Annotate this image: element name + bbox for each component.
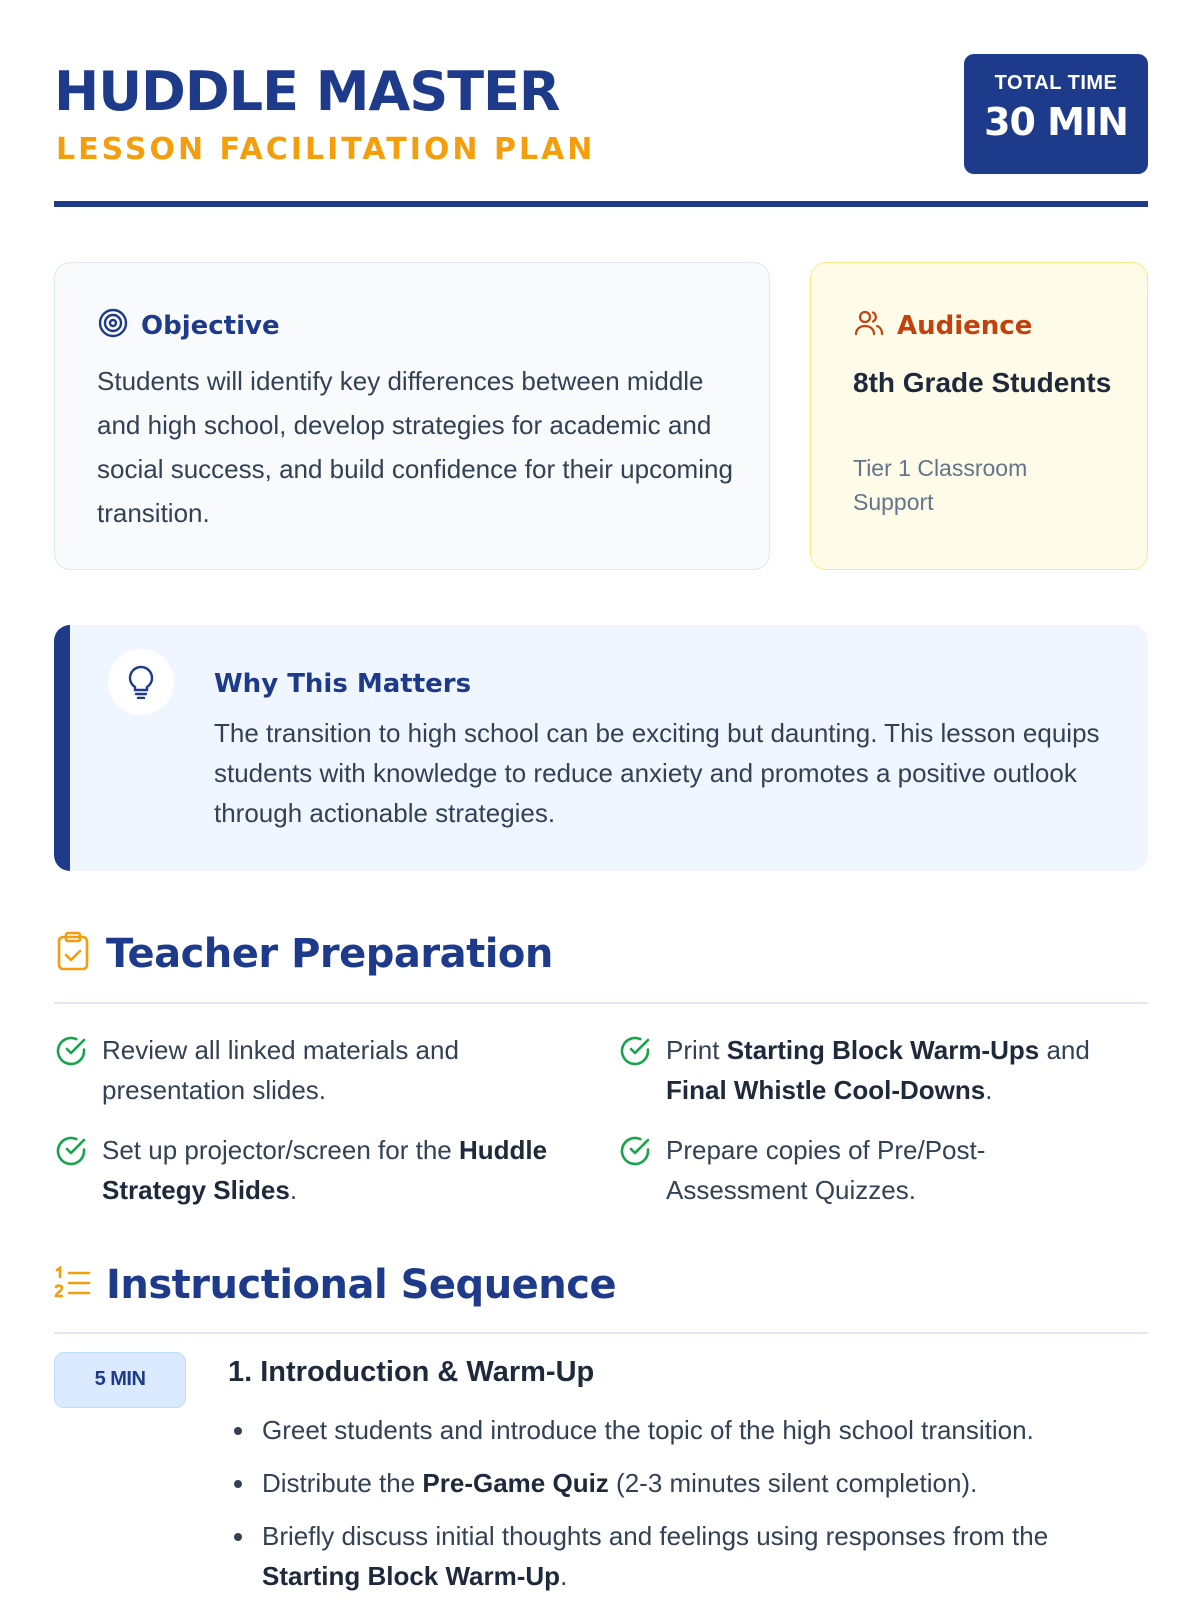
prep-item <box>618 1130 1048 1210</box>
section-divider <box>54 1332 1148 1334</box>
lightbulb-icon <box>108 649 174 715</box>
audience-group: 8th Grade Students <box>853 367 1112 398</box>
instructional-sequence-heading: Instructional Sequence <box>106 1262 617 1308</box>
audience-card <box>810 262 1148 570</box>
numbered-list-icon <box>54 1265 92 1306</box>
total-time-badge <box>964 54 1148 174</box>
target-icon <box>97 307 129 344</box>
prep-item-text: Prepare copies of Pre/Post-Assessment Quizzes. <box>666 1135 986 1205</box>
objective-text: Students will identify key differences between middle and high school, develop strategies for academic and social success, and build confidence for their upcoming transition. <box>97 366 733 528</box>
audience-support: Tier 1 Classroom Support <box>853 455 1028 515</box>
teacher-preparation-header <box>54 930 1148 977</box>
instructional-sequence-header <box>54 1262 1148 1308</box>
page-title: HUDDLE MASTER <box>54 60 560 123</box>
section-divider <box>54 1002 1148 1004</box>
step-title: 1. Introduction & Warm-Up <box>228 1356 595 1388</box>
prep-item-text: Set up projector/screen for the Huddle Strategy Slides. <box>102 1135 548 1205</box>
step-duration-badge: 5 MIN <box>54 1352 186 1408</box>
teacher-preparation-section <box>54 930 1148 977</box>
clipboard-check-icon <box>54 930 92 977</box>
audience-header <box>853 307 1032 344</box>
total-time-label: TOTAL TIME <box>994 72 1118 94</box>
page-subtitle: LESSON FACILITATION PLAN <box>56 132 596 167</box>
total-time-value: 30 MIN <box>984 100 1128 144</box>
page-header <box>54 54 1148 206</box>
step-bullet-list <box>228 1410 1148 1600</box>
check-circle-icon <box>54 1134 88 1210</box>
why-text: The transition to high school can be exciting but daunting. This lesson equips students with knowledge to reduce anxiety and promotes a positive outlook through actionable strategies. <box>214 718 1100 828</box>
list-item: Distribute the Pre-Game Quiz (2-3 minutes silent completion). <box>228 1463 1148 1503</box>
why-this-matters-callout <box>54 625 1148 871</box>
instructional-sequence-section <box>54 1262 1148 1308</box>
list-item: Greet students and introduce the topic of the high school transition. <box>228 1410 1148 1450</box>
prep-item-text: Print Starting Block Warm-Ups and Final Whistle Cool-Downs. <box>666 1035 1090 1105</box>
check-circle-icon <box>618 1034 652 1110</box>
prep-item <box>54 1030 574 1110</box>
why-heading: Why This Matters <box>214 669 472 699</box>
teacher-preparation-heading: Teacher Preparation <box>106 930 553 977</box>
check-circle-icon <box>618 1134 652 1210</box>
objective-header <box>97 307 280 344</box>
users-icon <box>853 307 885 344</box>
objective-heading: Objective <box>141 310 280 341</box>
check-circle-icon <box>54 1034 88 1110</box>
audience-heading: Audience <box>897 310 1033 341</box>
prep-item-text: Review all linked materials and presentation slides. <box>102 1035 459 1105</box>
prep-item <box>618 1030 1148 1110</box>
header-divider <box>54 201 1148 207</box>
list-item: Briefly discuss initial thoughts and feelings using responses from the Starting Block Warm-Up. <box>228 1516 1148 1596</box>
objective-card <box>54 262 770 570</box>
prep-item <box>54 1130 574 1210</box>
